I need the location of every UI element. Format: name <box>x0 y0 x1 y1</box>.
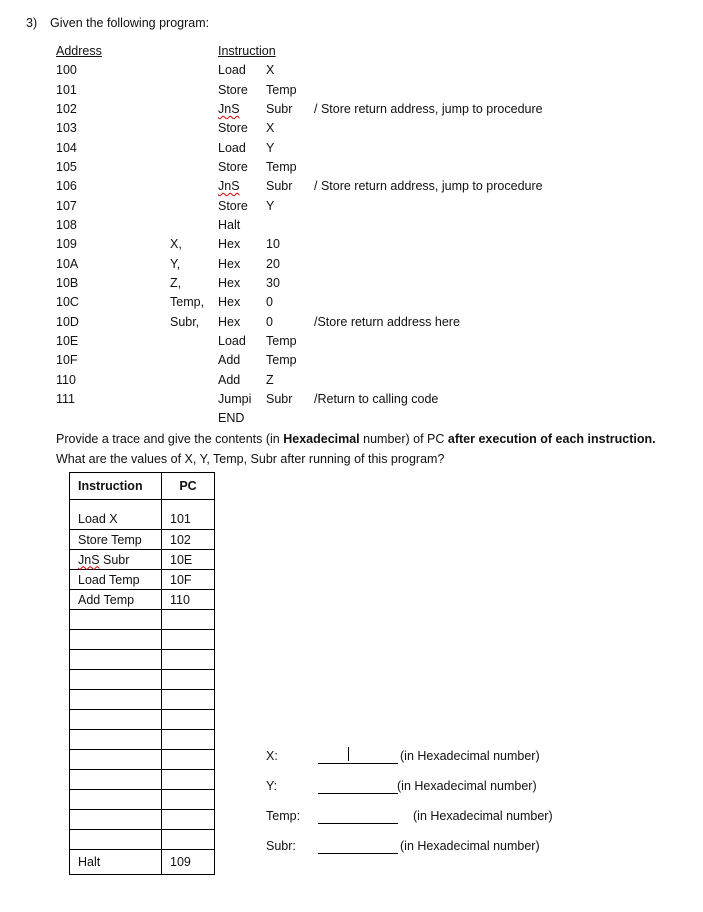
program-operand: Temp <box>266 160 297 174</box>
program-operand: Subr <box>266 392 293 406</box>
answer-hint: (in Hexadecimal number) <box>397 779 537 793</box>
program-opcode: Hex <box>218 295 241 309</box>
question-text: Given the following program: <box>50 16 210 30</box>
program-comment: / Store return address, jump to procedure <box>314 179 543 193</box>
program-address: 106 <box>56 179 77 193</box>
program-opcode: END <box>218 411 245 425</box>
trace-row <box>70 810 215 830</box>
trace-row <box>70 830 215 850</box>
trace-cell-pc[interactable] <box>162 710 215 730</box>
trace-cell-instruction[interactable] <box>70 630 162 650</box>
program-address: 101 <box>56 83 77 97</box>
program-opcode: Add <box>218 373 241 387</box>
program-opcode: Hex <box>218 257 241 271</box>
program-operand: Subr <box>266 102 293 116</box>
answer-label: Temp: <box>266 809 301 823</box>
program-address: 103 <box>56 121 77 135</box>
program-opcode: JnS <box>218 179 240 193</box>
program-opcode: Hex <box>218 237 241 251</box>
program-label: Z, <box>170 276 182 290</box>
trace-cell-instruction[interactable] <box>70 730 162 750</box>
program-operand: Temp <box>266 334 297 348</box>
program-address: 10A <box>56 257 79 271</box>
program-operand: Subr <box>266 179 293 193</box>
trace-cell-instruction[interactable] <box>70 650 162 670</box>
answer-blank[interactable] <box>318 763 398 764</box>
program-address: 10E <box>56 334 79 348</box>
program-operand: 30 <box>266 276 280 290</box>
program-opcode: Load <box>218 334 246 348</box>
trace-cell-instruction[interactable] <box>70 750 162 770</box>
program-operand: Y <box>266 141 275 155</box>
program-address: 111 <box>56 392 76 406</box>
answer-blank[interactable] <box>318 823 398 824</box>
trace-row <box>70 590 215 610</box>
program-address: 104 <box>56 141 77 155</box>
program-opcode: JnS <box>218 102 240 116</box>
trace-cell-pc[interactable] <box>162 650 215 670</box>
text-cursor <box>348 747 349 761</box>
program-address: 10F <box>56 353 78 367</box>
trace-row <box>70 770 215 790</box>
trace-row <box>70 610 215 630</box>
program-opcode: Store <box>218 121 248 135</box>
program-address: 10D <box>56 315 79 329</box>
trace-cell-pc[interactable] <box>162 730 215 750</box>
program-operand: 10 <box>266 237 280 251</box>
trace-cell-pc[interactable] <box>162 790 215 810</box>
prompt-bold-1: Hexadecimal <box>283 432 360 446</box>
trace-cell-instruction: Load Temp <box>70 570 162 590</box>
prompt-text-1: Provide a trace and give the contents (in <box>56 432 284 446</box>
program-opcode: Load <box>218 63 246 77</box>
jns-mnemonic: JnS <box>78 552 100 567</box>
trace-row <box>70 670 215 690</box>
trace-row <box>70 650 215 670</box>
trace-table <box>69 472 215 875</box>
trace-cell-pc[interactable] <box>162 810 215 830</box>
trace-cell-instruction: Store Temp <box>70 530 162 550</box>
program-address: 109 <box>56 237 77 251</box>
question-number: 3) <box>26 16 38 30</box>
prompt-text-2: number) of PC <box>359 432 448 446</box>
program-address: 108 <box>56 218 77 232</box>
trace-cell-instruction[interactable] <box>70 830 162 850</box>
trace-row <box>70 730 215 750</box>
trace-row <box>70 750 215 770</box>
program-opcode: Halt <box>218 218 241 232</box>
trace-body <box>70 500 215 875</box>
trace-row <box>70 530 215 550</box>
trace-cell-pc: 110 <box>162 590 215 610</box>
trace-row <box>70 500 215 530</box>
program-opcode: Store <box>218 160 248 174</box>
trace-cell-pc: 101 <box>162 500 215 530</box>
program-address: 102 <box>56 102 77 116</box>
trace-cell-pc[interactable] <box>162 750 215 770</box>
program-operand: X <box>266 63 275 77</box>
trace-row <box>70 690 215 710</box>
prompt-text-3: What are the values of X, Y, Temp, Subr after running of this program? <box>56 452 445 466</box>
trace-cell-instruction[interactable] <box>70 690 162 710</box>
trace-cell-pc[interactable] <box>162 670 215 690</box>
trace-cell-pc: 10E <box>162 550 215 570</box>
trace-cell-pc[interactable] <box>162 630 215 650</box>
trace-header-instruction: Instruction <box>70 473 162 500</box>
program-comment: /Return to calling code <box>314 392 439 406</box>
trace-cell-instruction[interactable] <box>70 770 162 790</box>
program-opcode: Jumpi <box>218 392 252 406</box>
program-address: 105 <box>56 160 77 174</box>
trace-cell-pc: 102 <box>162 530 215 550</box>
program-comment: /Store return address here <box>314 315 460 329</box>
address-header: Address <box>56 44 102 58</box>
answer-hint: (in Hexadecimal number) <box>413 809 553 823</box>
trace-cell-instruction[interactable] <box>70 790 162 810</box>
program-comment: / Store return address, jump to procedure <box>314 102 543 116</box>
trace-row <box>70 790 215 810</box>
program-address: 110 <box>56 373 76 387</box>
trace-cell-pc[interactable] <box>162 610 215 630</box>
trace-row <box>70 850 215 875</box>
program-operand: 20 <box>266 257 280 271</box>
trace-cell-instruction[interactable] <box>70 710 162 730</box>
program-label: Y, <box>170 257 181 271</box>
trace-cell-instruction[interactable] <box>70 610 162 630</box>
answer-hint: (in Hexadecimal number) <box>400 749 540 763</box>
trace-cell-instruction: Add Temp <box>70 590 162 610</box>
prompt-bold-2: after execution of each instruction. <box>447 432 656 446</box>
trace-row <box>70 710 215 730</box>
trace-cell-instruction <box>70 550 162 570</box>
program-operand: X <box>266 121 275 135</box>
program-operand: 0 <box>266 315 273 329</box>
program-opcode: Store <box>218 83 248 97</box>
trace-row <box>70 630 215 650</box>
answer-label: Subr: <box>266 839 296 853</box>
program-address: 10C <box>56 295 79 309</box>
program-label: Temp, <box>170 295 205 309</box>
trace-cell-instruction: Halt <box>70 850 162 875</box>
trace-cell-pc[interactable] <box>162 830 215 850</box>
trace-cell-instruction[interactable] <box>70 810 162 830</box>
program-opcode: Load <box>218 141 246 155</box>
answer-label: Y: <box>266 779 278 793</box>
trace-cell-instruction[interactable] <box>70 670 162 690</box>
program-opcode: Store <box>218 199 248 213</box>
trace-cell-pc: 109 <box>162 850 215 875</box>
program-operand: Temp <box>266 83 297 97</box>
answer-blank[interactable] <box>318 853 398 854</box>
trace-header-row <box>70 473 215 500</box>
trace-row <box>70 570 215 590</box>
program-operand: Temp <box>266 353 297 367</box>
jns-operand: Subr <box>99 552 130 567</box>
trace-cell-instruction: Load X <box>70 500 162 530</box>
program-address: 107 <box>56 199 77 213</box>
instruction-header: Instruction <box>218 44 276 58</box>
answer-blank[interactable] <box>318 793 398 794</box>
program-operand: Y <box>266 199 275 213</box>
trace-row <box>70 550 215 570</box>
trace-cell-pc: 10F <box>162 570 215 590</box>
program-opcode: Add <box>218 353 241 367</box>
trace-cell-pc[interactable] <box>162 770 215 790</box>
trace-cell-pc[interactable] <box>162 690 215 710</box>
program-operand: 0 <box>266 295 273 309</box>
program-address: 100 <box>56 63 77 77</box>
program-address: 10B <box>56 276 79 290</box>
program-opcode: Hex <box>218 276 241 290</box>
program-operand: Z <box>266 373 274 387</box>
program-label: Subr, <box>170 315 200 329</box>
answer-label: X: <box>266 749 278 763</box>
program-label: X, <box>170 237 182 251</box>
prompt-paragraph <box>56 429 656 469</box>
trace-header-pc: PC <box>162 473 215 500</box>
program-opcode: Hex <box>218 315 241 329</box>
answer-hint: (in Hexadecimal number) <box>400 839 540 853</box>
